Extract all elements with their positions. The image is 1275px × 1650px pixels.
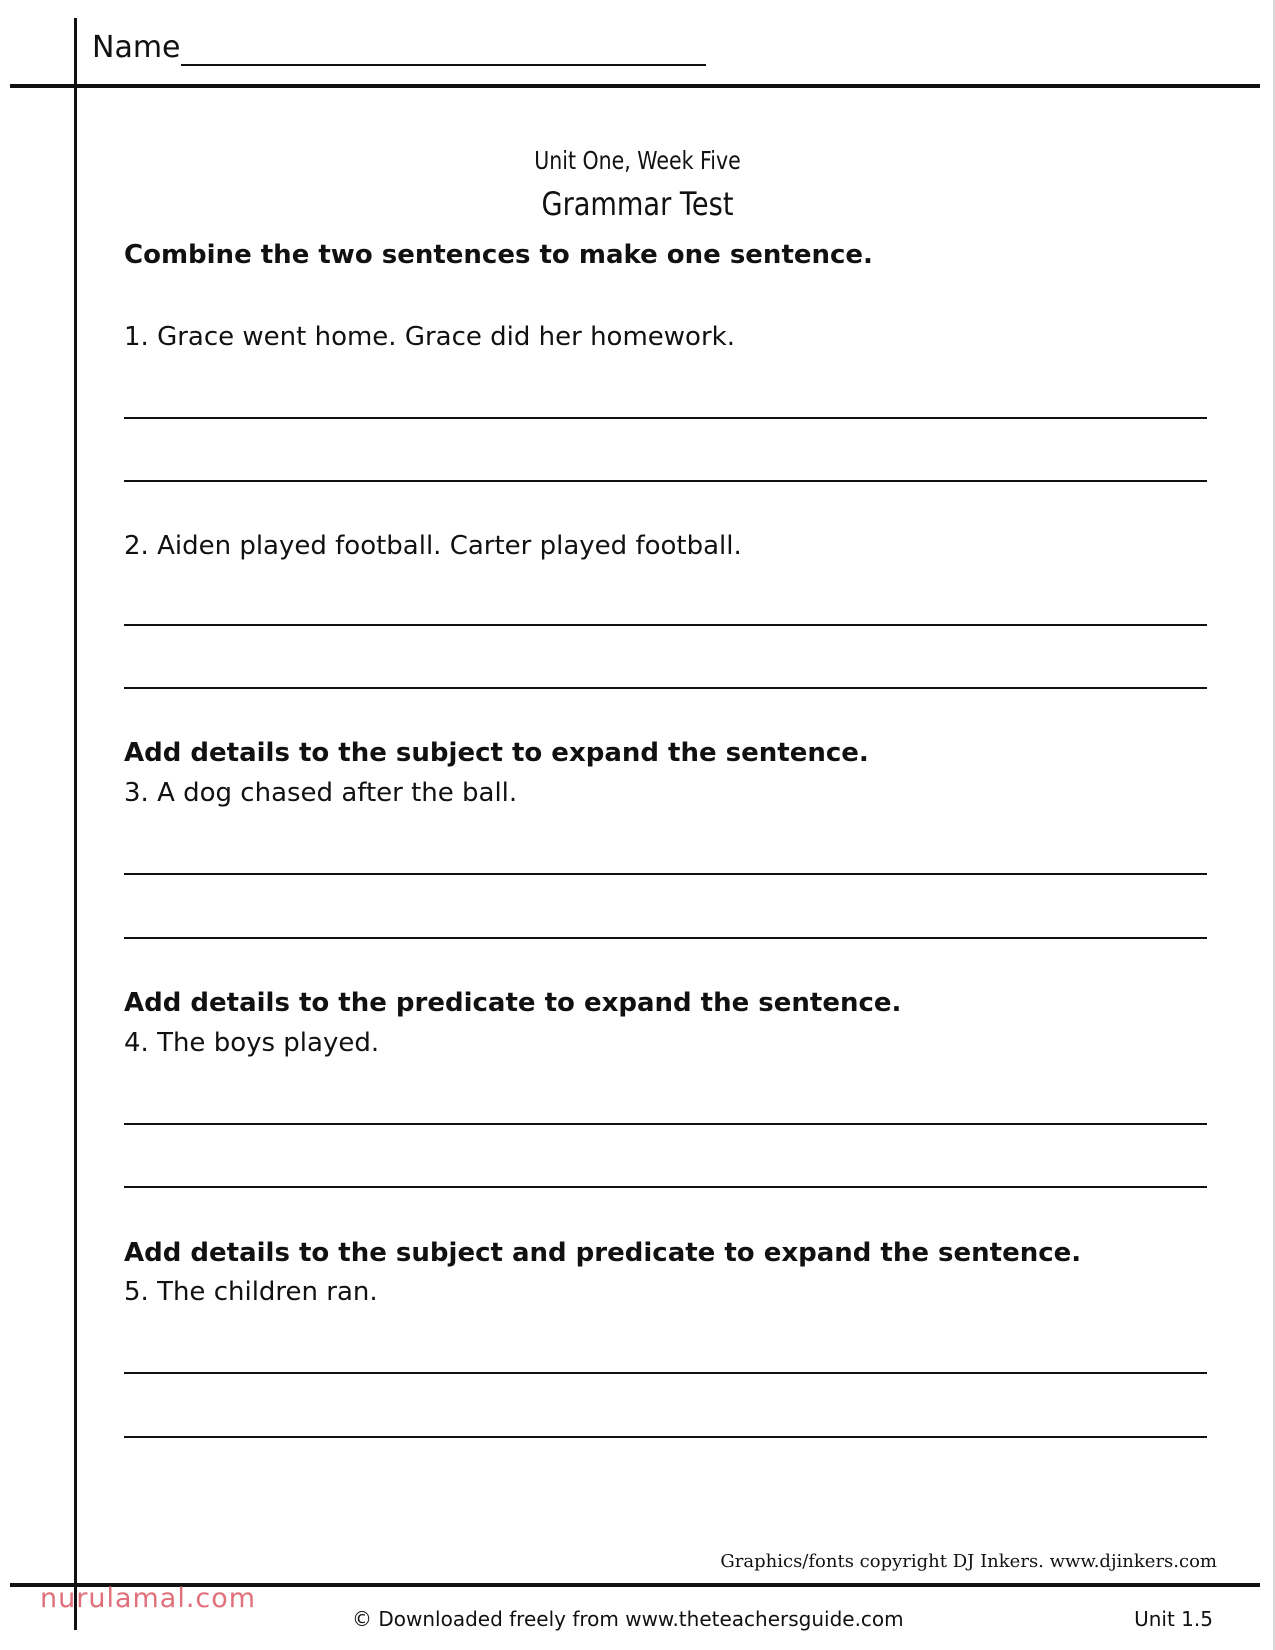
question-3: 3. A dog chased after the ball. [124,778,518,808]
unit-week-label: Unit One, Week Five [534,146,741,175]
instruction-predicate: Add details to the predicate to expand the sentence. [124,988,902,1018]
answer-line-4b[interactable] [124,1186,1207,1188]
question-1: 1. Grace went home. Grace did her homework. [124,322,735,352]
question-2: 2. Aiden played football. Carter played football. [124,531,742,561]
page-title: Grammar Test [541,185,734,223]
answer-line-2a[interactable] [124,624,1207,626]
header-rule [10,84,1260,88]
answer-line-5a[interactable] [124,1372,1207,1374]
instruction-combine: Combine the two sentences to make one sentence. [124,240,873,270]
answer-line-4a[interactable] [124,1123,1207,1125]
answer-line-2b[interactable] [124,687,1207,689]
copyright-credit: Graphics/fonts copyright DJ Inkers. www.djinkers.com [720,1551,1217,1572]
instruction-subject: Add details to the subject to expand the sentence. [124,738,869,768]
answer-line-5b[interactable] [124,1436,1207,1438]
question-4: 4. The boys played. [124,1028,380,1058]
name-label: Name [92,30,181,65]
answer-line-1a[interactable] [124,417,1207,419]
answer-line-1b[interactable] [124,480,1207,482]
answer-line-3a[interactable] [124,873,1207,875]
unit-number: Unit 1.5 [1134,1607,1213,1631]
answer-line-3b[interactable] [124,937,1207,939]
name-field-line[interactable] [181,64,706,66]
margin-line [74,18,77,1630]
download-notice: © Downloaded freely from www.theteachersguide.com [352,1607,904,1631]
watermark: nurulamal.com [40,1583,257,1614]
question-5: 5. The children ran. [124,1277,378,1307]
instruction-subject-predicate: Add details to the subject and predicate to expand the sentence. [124,1238,1082,1268]
